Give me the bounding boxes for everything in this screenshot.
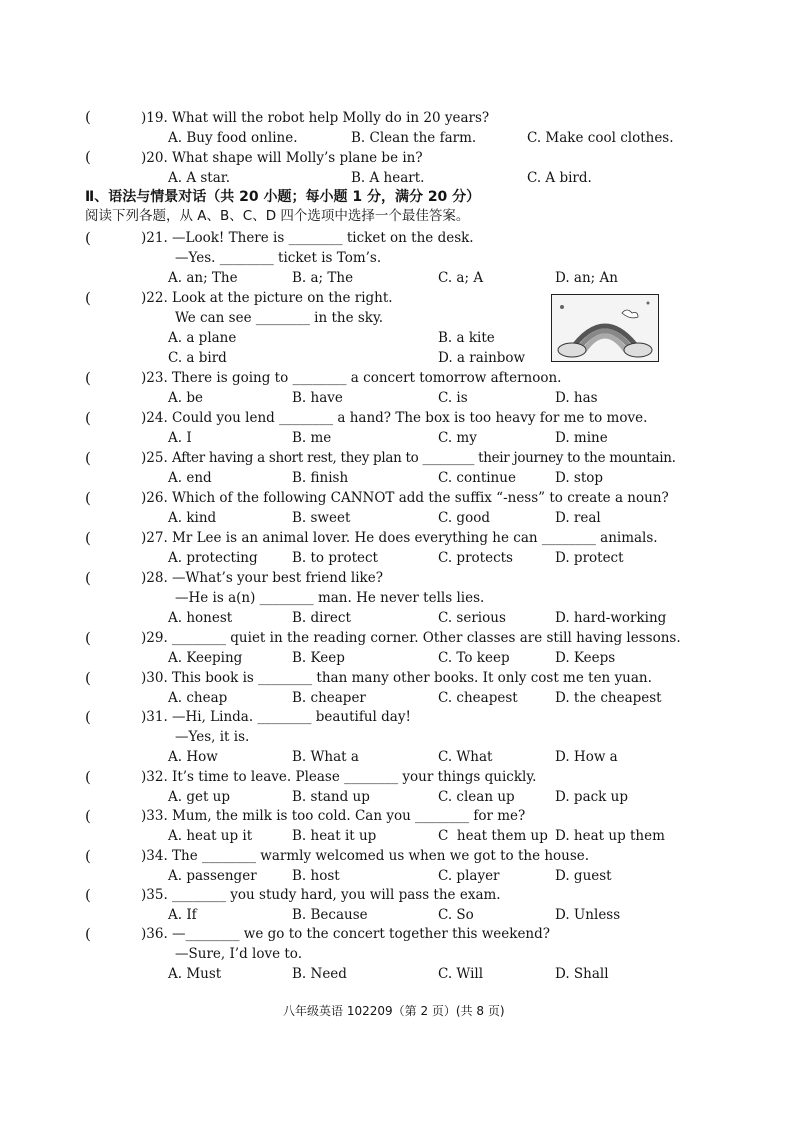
option-b: B. stand up [292,789,370,805]
answer-paren: ( [85,708,91,726]
option-d: D. the cheapest [555,690,662,706]
question-text: What will the robot help Molly do in 20 years? [172,110,490,126]
question-text-line2: —Yes, it is. [175,729,250,745]
option-c: C. clean up [438,789,515,805]
question-number: )22. [141,290,168,306]
option-a: A. kind [168,510,217,526]
option-c: C. serious [438,610,506,626]
option-a: A. protecting [168,550,258,566]
option-a: A. Keeping [168,650,243,666]
option-b: B. What a [292,749,359,765]
question-text-line2: —He is a(n) ________ man. He never tells lies. [175,590,485,606]
answer-paren: ( [85,669,91,687]
option-d: D. hard-working [555,610,667,626]
option-d: D. stop [555,470,604,486]
answer-paren: ( [85,289,91,307]
option-d: D. mine [555,430,608,446]
question-text-line2: —Sure, I’d love to. [175,946,302,962]
answer-paren: ( [85,108,91,126]
answer-paren: ( [85,229,91,247]
option-d: D. an; An [555,270,618,286]
option-d: D. How a [555,749,618,765]
question-text-line2: —Yes. ________ ticket is Tom’s. [175,250,382,266]
question-number: )24. [141,410,168,426]
option-c: C. protects [438,550,513,566]
option-a: A. an; The [168,270,238,286]
option-a: A. heat up it [168,828,253,844]
option-c: C. Make cool clothes. [527,130,674,146]
question-number: )20. [141,150,168,166]
question-text-line2: We can see ________ in the sky. [175,310,384,326]
question-number: )26. [141,490,168,506]
answer-paren: ( [85,369,91,387]
option-b: B. Clean the farm. [351,130,477,146]
option-c: C. player [438,868,500,884]
rainbow-illustration [552,295,658,361]
question-text: ________ quiet in the reading corner. Other classes are still having lessons. [172,630,681,646]
option-c: C. a bird [168,350,227,366]
option-d: D. real [555,510,601,526]
option-a: A. end [168,470,212,486]
option-d: D. Keeps [555,650,616,666]
question-text: —Hi, Linda. ________ beautiful day! [172,709,411,725]
question-text: Look at the picture on the right. [172,290,393,306]
option-b: B. host [292,868,340,884]
answer-paren: ( [85,847,91,865]
option-a: A. get up [168,789,231,805]
option-a: A. cheap [168,690,228,706]
option-b: B. me [292,430,332,446]
option-a: A. A star. [168,170,231,186]
question-text: Mr Lee is an animal lover. He does everything he can ________ animals. [172,530,658,546]
rainbow-picture [551,294,659,362]
question-number: )36. [141,926,168,942]
answer-paren: ( [85,569,91,587]
question-number: )28. [141,570,168,586]
question-text: —________ we go to the concert together this weekend? [172,926,551,942]
option-c: C. To keep [438,650,510,666]
question-text: Could you lend ________ a hand? The box is too heavy for me to move. [172,410,648,426]
option-c: C. What [438,749,493,765]
option-a: A. passenger [168,868,257,884]
option-c: C. my [438,430,477,446]
option-b: B. have [292,390,343,406]
question-number: )25. [141,450,168,466]
option-c: C heat them up [438,828,548,844]
option-b: B. a; The [292,270,354,286]
question-number: )23. [141,370,168,386]
question-number: )33. [141,808,168,824]
question-text: What shape will Molly’s plane be in? [172,150,423,166]
answer-paren: ( [85,925,91,943]
question-text: It’s time to leave. Please ________ your things quickly. [172,769,537,785]
option-b: B. Need [292,966,347,982]
option-b: B. sweet [292,510,351,526]
option-a: A. Buy food online. [168,130,298,146]
answer-paren: ( [85,768,91,786]
option-c: C. Will [438,966,484,982]
question-text: —What’s your best friend like? [172,570,383,586]
answer-paren: ( [85,148,91,166]
option-b: B. a kite [438,330,495,346]
option-c: C. So [438,907,474,923]
answer-paren: ( [85,807,91,825]
option-b: B. Keep [292,650,345,666]
section-title: Ⅱ、语法与情景对话（共 20 小题；每小题 1 分，满分 20 分） [85,189,481,205]
question-text: The ________ warmly welcomed us when we got to the house. [172,848,590,864]
answer-paren: ( [85,629,91,647]
option-c: C. continue [438,470,516,486]
question-number: )31. [141,709,168,725]
option-b: B. to protect [292,550,378,566]
option-d: D. Shall [555,966,609,982]
option-a: A. be [168,390,203,406]
option-b: B. heat it up [292,828,377,844]
question-text: ________ you study hard, you will pass the exam. [172,887,501,903]
question-number: )21. [141,230,168,246]
question-text: After having a short rest, they plan to ________ their journey to the mountain. [172,450,676,466]
option-b: B. Because [292,907,368,923]
option-b: B. cheaper [292,690,366,706]
option-d: D. guest [555,868,612,884]
question-number: )32. [141,769,168,785]
option-b: B. direct [292,610,351,626]
option-d: D. a rainbow [438,350,526,366]
option-d: D. pack up [555,789,628,805]
option-a: A. a plane [168,330,237,346]
option-a: A. honest [168,610,233,626]
option-a: A. How [168,749,218,765]
page-footer: 八年级英语 102209（第 2 页）(共 8 页) [283,1004,505,1018]
question-number: )27. [141,530,168,546]
answer-paren: ( [85,529,91,547]
question-number: )30. [141,670,168,686]
option-d: D. heat up them [555,828,665,844]
option-c: C. good [438,510,490,526]
option-c: C. A bird. [527,170,592,186]
question-text: Which of the following CANNOT add the suffix “-ness” to create a noun? [172,490,669,506]
question-text: Mum, the milk is too cold. Can you ________ for me? [172,808,526,824]
question-number: )34. [141,848,168,864]
option-a: A. I [168,430,192,446]
question-text: —Look! There is ________ ticket on the desk. [172,230,474,246]
answer-paren: ( [85,489,91,507]
question-text: There is going to ________ a concert tomorrow afternoon. [172,370,562,386]
option-c: C. is [438,390,468,406]
answer-paren: ( [85,449,91,467]
option-c: C. cheapest [438,690,518,706]
question-text: This book is ________ than many other books. It only cost me ten yuan. [172,670,652,686]
answer-paren: ( [85,886,91,904]
option-b: B. finish [292,470,349,486]
question-number: )35. [141,887,168,903]
option-d: D. protect [555,550,624,566]
answer-paren: ( [85,409,91,427]
option-b: B. A heart. [351,170,425,186]
question-number: )19. [141,110,168,126]
option-d: D. has [555,390,598,406]
option-c: C. a; A [438,270,484,286]
question-number: )29. [141,630,168,646]
option-a: A. Must [168,966,222,982]
option-a: A. If [168,907,197,923]
option-d: D. Unless [555,907,621,923]
section-instruction: 阅读下列各题，从 A、B、C、D 四个选项中选择一个最佳答案。 [85,208,470,224]
